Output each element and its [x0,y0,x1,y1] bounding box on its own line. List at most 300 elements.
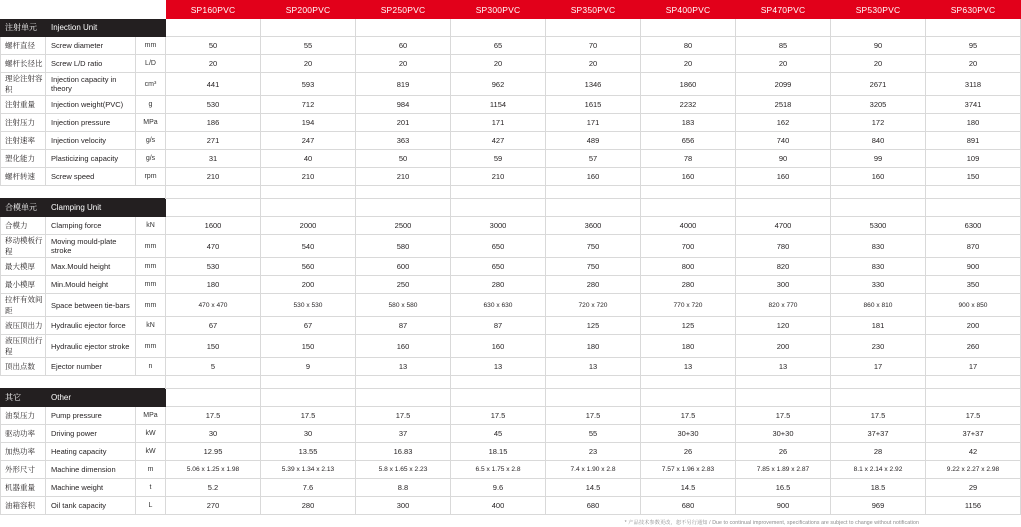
spacer-cell [926,186,1021,199]
row-value: 780 [736,235,831,258]
row-value: 160 [451,335,546,358]
spacer-cell [831,376,926,389]
row-value: 900 x 850 [926,294,1021,317]
spacer-cell [736,376,831,389]
row-value: 840 [831,132,926,150]
row-label-en: Pump pressure [46,407,136,425]
header-blank-cell [136,1,166,19]
column-header-model: SP160PVC [166,1,261,19]
row-value: 20 [261,55,356,73]
row-label-en: Max.Mould height [46,258,136,276]
row-value: 400 [451,497,546,515]
row-value: 17.5 [736,407,831,425]
row-value: 16.83 [356,443,451,461]
section-unit-cell [136,389,166,407]
row-value: 31 [166,150,261,168]
row-value: 6.5 x 1.75 x 2.8 [451,461,546,479]
row-value: 13.55 [261,443,356,461]
row-value: 17 [831,358,926,376]
row-label-cn: 螺杆转速 [1,168,46,186]
spacer-cell [641,376,736,389]
row-value: 300 [736,276,831,294]
row-value: 7.4 x 1.90 x 2.8 [546,461,641,479]
row-value: 20 [451,55,546,73]
row-value: 9 [261,358,356,376]
section-blank-cell [926,389,1021,407]
row-label-en: Heating capacity [46,443,136,461]
spacer-cell [356,376,451,389]
table-header-row [1,1,1021,19]
row-label-cn: 机器重量 [1,479,46,497]
row-value: 712 [261,96,356,114]
row-label-en: Screw speed [46,168,136,186]
row-value: 210 [166,168,261,186]
row-value: 17.5 [926,407,1021,425]
row-value: 160 [831,168,926,186]
column-header-model: SP300PVC [451,1,546,19]
row-value: 194 [261,114,356,132]
row-value: 2000 [261,217,356,235]
row-value: 17 [926,358,1021,376]
row-value: 650 [451,258,546,276]
row-label-en: Moving mould-plate stroke [46,235,136,258]
row-value: 18.5 [831,479,926,497]
row-value: 13 [736,358,831,376]
row-value: 26 [641,443,736,461]
table-row [1,317,1021,335]
row-value: 13 [546,358,641,376]
table-row [1,443,1021,461]
row-value: 80 [641,37,736,55]
section-title-cn: 注射单元 [1,19,46,37]
row-value: 680 [546,497,641,515]
row-unit: mm [136,258,166,276]
table-row [1,407,1021,425]
row-value: 984 [356,96,451,114]
spacer-cell [546,376,641,389]
row-value: 8.8 [356,479,451,497]
row-value: 363 [356,132,451,150]
row-value: 20 [736,55,831,73]
row-value: 9.6 [451,479,546,497]
spacer-cell [1,186,46,199]
row-value: 1600 [166,217,261,235]
column-header-model: SP350PVC [546,1,641,19]
row-value: 30 [166,425,261,443]
column-header-model: SP200PVC [261,1,356,19]
table-row [1,497,1021,515]
row-label-cn: 油泵压力 [1,407,46,425]
section-blank-cell [641,19,736,37]
row-value: 42 [926,443,1021,461]
row-unit: mm [136,235,166,258]
row-value: 17.5 [166,407,261,425]
section-blank-cell [356,199,451,217]
row-value: 280 [546,276,641,294]
row-value: 271 [166,132,261,150]
row-value: 2671 [831,73,926,96]
row-unit: t [136,479,166,497]
section-blank-cell [546,389,641,407]
section-blank-cell [261,389,356,407]
table-row [1,55,1021,73]
section-title-cn: 其它 [1,389,46,407]
row-unit: MPa [136,407,166,425]
row-label-cn: 液压顶出力 [1,317,46,335]
table-row [1,335,1021,358]
row-value: 17.5 [546,407,641,425]
table-row [1,150,1021,168]
row-value: 180 [641,335,736,358]
row-value: 969 [831,497,926,515]
section-blank-cell [546,19,641,37]
section-blank-cell [451,389,546,407]
row-unit: g/s [136,132,166,150]
row-label-en: Machine weight [46,479,136,497]
row-unit: MPa [136,114,166,132]
row-label-cn: 最小模厚 [1,276,46,294]
row-value: 5 [166,358,261,376]
row-value: 2232 [641,96,736,114]
row-value: 14.5 [546,479,641,497]
row-value: 20 [356,55,451,73]
row-value: 20 [546,55,641,73]
row-value: 3600 [546,217,641,235]
table-row [1,96,1021,114]
row-value: 540 [261,235,356,258]
row-label-en: Machine dimension [46,461,136,479]
row-value: 830 [831,258,926,276]
row-unit: kW [136,443,166,461]
row-unit: mm [136,37,166,55]
section-title-en: Clamping Unit [46,199,136,217]
row-label-cn: 注射压力 [1,114,46,132]
section-blank-cell [356,389,451,407]
spacer-cell [926,376,1021,389]
row-value: 172 [831,114,926,132]
row-value: 20 [641,55,736,73]
spacer-cell [1,376,46,389]
row-value: 593 [261,73,356,96]
row-value: 830 [831,235,926,258]
row-value: 29 [926,479,1021,497]
row-value: 9.22 x 2.27 x 2.98 [926,461,1021,479]
row-value: 20 [926,55,1021,73]
section-header-row [1,19,1021,37]
row-value: 150 [166,335,261,358]
row-value: 247 [261,132,356,150]
spacer-cell [831,186,926,199]
table-row [1,168,1021,186]
row-value: 180 [926,114,1021,132]
table-row [1,235,1021,258]
section-blank-cell [831,389,926,407]
row-label-cn: 液压顶出行程 [1,335,46,358]
row-value: 59 [451,150,546,168]
row-value: 2500 [356,217,451,235]
row-value: 1615 [546,96,641,114]
row-label-en: Injection weight(PVC) [46,96,136,114]
section-blank-cell [736,199,831,217]
section-blank-cell [641,389,736,407]
row-value: 5.39 x 1.34 x 2.13 [261,461,356,479]
column-header-model: SP250PVC [356,1,451,19]
row-value: 2099 [736,73,831,96]
spacer-cell [546,186,641,199]
row-label-cn: 注射速率 [1,132,46,150]
row-value: 60 [356,37,451,55]
table-row [1,217,1021,235]
row-value: 13 [641,358,736,376]
row-unit: kN [136,217,166,235]
row-value: 900 [736,497,831,515]
row-label-cn: 理论注射容积 [1,73,46,96]
table-row [1,358,1021,376]
row-value: 30 [261,425,356,443]
row-label-cn: 螺杆长径比 [1,55,46,73]
row-value: 37 [356,425,451,443]
row-value: 150 [261,335,356,358]
row-value: 819 [356,73,451,96]
row-value: 891 [926,132,1021,150]
table-row [1,479,1021,497]
header-blank-cell [46,1,136,19]
row-value: 17.5 [831,407,926,425]
row-value: 210 [356,168,451,186]
row-value: 125 [641,317,736,335]
row-value: 85 [736,37,831,55]
section-blank-cell [926,19,1021,37]
row-value: 427 [451,132,546,150]
row-label-en: Min.Mould height [46,276,136,294]
row-label-cn: 加热功率 [1,443,46,461]
spacer-cell [451,376,546,389]
section-blank-cell [451,19,546,37]
row-unit: g [136,96,166,114]
row-label-en: Space between tie-bars [46,294,136,317]
row-value: 180 [546,335,641,358]
row-label-en: Plasticizing capacity [46,150,136,168]
row-value: 95 [926,37,1021,55]
section-title-en: Other [46,389,136,407]
row-value: 770 x 720 [641,294,736,317]
row-label-en: Injection pressure [46,114,136,132]
row-value: 45 [451,425,546,443]
row-label-cn: 最大模厚 [1,258,46,276]
row-value: 260 [926,335,1021,358]
row-value: 2518 [736,96,831,114]
footnote: * 产品技术参数更改，恕不另行通知 / Due to continual improvement, specifications are subject to change without notification [624,520,919,526]
section-blank-cell [641,199,736,217]
row-value: 23 [546,443,641,461]
row-value: 962 [451,73,546,96]
row-value: 109 [926,150,1021,168]
row-label-cn: 拉杆有效间距 [1,294,46,317]
row-value: 37+37 [831,425,926,443]
row-unit: g/s [136,150,166,168]
table-row [1,258,1021,276]
row-value: 5.06 x 1.25 x 1.98 [166,461,261,479]
row-value: 37+37 [926,425,1021,443]
row-unit: n [136,358,166,376]
row-value: 18.15 [451,443,546,461]
row-value: 30+30 [736,425,831,443]
row-label-cn: 注射重量 [1,96,46,114]
row-value: 13 [451,358,546,376]
section-spacer-row [1,376,1021,389]
section-blank-cell [451,199,546,217]
column-header-model: SP630PVC [926,1,1021,19]
section-blank-cell [166,19,261,37]
row-value: 162 [736,114,831,132]
column-header-model: SP530PVC [831,1,926,19]
row-label-en: Injection capacity in theory [46,73,136,96]
row-value: 720 x 720 [546,294,641,317]
spacer-cell [736,186,831,199]
row-value: 40 [261,150,356,168]
row-label-en: Hydraulic ejector force [46,317,136,335]
row-value: 230 [831,335,926,358]
section-unit-cell [136,199,166,217]
spacer-cell [46,186,136,199]
spacer-cell [261,376,356,389]
table-row [1,37,1021,55]
spacer-cell [261,186,356,199]
row-value: 57 [546,150,641,168]
row-value: 17.5 [356,407,451,425]
row-value: 600 [356,258,451,276]
row-value: 350 [926,276,1021,294]
header-blank-cell [1,1,46,19]
row-label-en: Hydraulic ejector stroke [46,335,136,358]
section-blank-cell [261,199,356,217]
row-value: 8.1 x 2.14 x 2.92 [831,461,926,479]
row-label-en: Clamping force [46,217,136,235]
row-value: 580 x 580 [356,294,451,317]
row-value: 67 [166,317,261,335]
table-row [1,73,1021,96]
row-value: 160 [356,335,451,358]
row-value: 99 [831,150,926,168]
row-value: 12.95 [166,443,261,461]
row-value: 87 [356,317,451,335]
row-value: 580 [356,235,451,258]
row-label-en: Screw L/D ratio [46,55,136,73]
row-value: 200 [261,276,356,294]
section-blank-cell [831,199,926,217]
row-label-cn: 顶出点数 [1,358,46,376]
row-value: 870 [926,235,1021,258]
row-value: 7.85 x 1.89 x 2.87 [736,461,831,479]
row-value: 750 [546,258,641,276]
row-label-en: Screw diameter [46,37,136,55]
row-value: 17.5 [261,407,356,425]
row-value: 1154 [451,96,546,114]
row-value: 160 [546,168,641,186]
column-header-model: SP400PVC [641,1,736,19]
spacer-cell [166,376,261,389]
row-unit: kN [136,317,166,335]
row-value: 250 [356,276,451,294]
row-value: 20 [831,55,926,73]
row-value: 3000 [451,217,546,235]
column-header-model: SP470PVC [736,1,831,19]
row-label-cn: 移动模板行程 [1,235,46,258]
row-value: 1860 [641,73,736,96]
row-value: 560 [261,258,356,276]
row-value: 171 [546,114,641,132]
row-value: 300 [356,497,451,515]
spacer-cell [136,186,166,199]
table-row [1,276,1021,294]
row-value: 330 [831,276,926,294]
row-value: 150 [926,168,1021,186]
row-value: 67 [261,317,356,335]
row-value: 750 [546,235,641,258]
row-value: 700 [641,235,736,258]
spacer-cell [136,376,166,389]
row-label-en: Oil tank capacity [46,497,136,515]
row-label-en: Injection velocity [46,132,136,150]
row-value: 530 [166,96,261,114]
row-value: 800 [641,258,736,276]
spacer-cell [641,186,736,199]
row-value: 280 [641,276,736,294]
row-value: 200 [736,335,831,358]
row-unit: cm³ [136,73,166,96]
row-value: 13 [356,358,451,376]
row-unit: L [136,497,166,515]
section-header-row [1,199,1021,217]
row-value: 820 x 770 [736,294,831,317]
section-spacer-row [1,186,1021,199]
row-unit: rpm [136,168,166,186]
row-value: 20 [166,55,261,73]
section-blank-cell [166,389,261,407]
row-unit: m [136,461,166,479]
table-row [1,132,1021,150]
row-value: 7.6 [261,479,356,497]
row-unit: mm [136,276,166,294]
row-value: 201 [356,114,451,132]
row-value: 630 x 630 [451,294,546,317]
table-row [1,114,1021,132]
spacer-cell [166,186,261,199]
row-unit: L/D [136,55,166,73]
spacer-cell [46,376,136,389]
row-value: 740 [736,132,831,150]
row-value: 210 [451,168,546,186]
row-value: 28 [831,443,926,461]
row-value: 186 [166,114,261,132]
row-value: 4700 [736,217,831,235]
row-value: 470 x 470 [166,294,261,317]
row-value: 3118 [926,73,1021,96]
row-label-cn: 合模力 [1,217,46,235]
row-value: 1156 [926,497,1021,515]
row-value: 17.5 [451,407,546,425]
table-body [1,1,1021,515]
section-blank-cell [831,19,926,37]
row-label-cn: 螺杆直径 [1,37,46,55]
table-row [1,294,1021,317]
row-value: 530 [166,258,261,276]
row-value: 30+30 [641,425,736,443]
section-title-en: Injection Unit [46,19,136,37]
row-value: 70 [546,37,641,55]
row-value: 181 [831,317,926,335]
section-unit-cell [136,19,166,37]
